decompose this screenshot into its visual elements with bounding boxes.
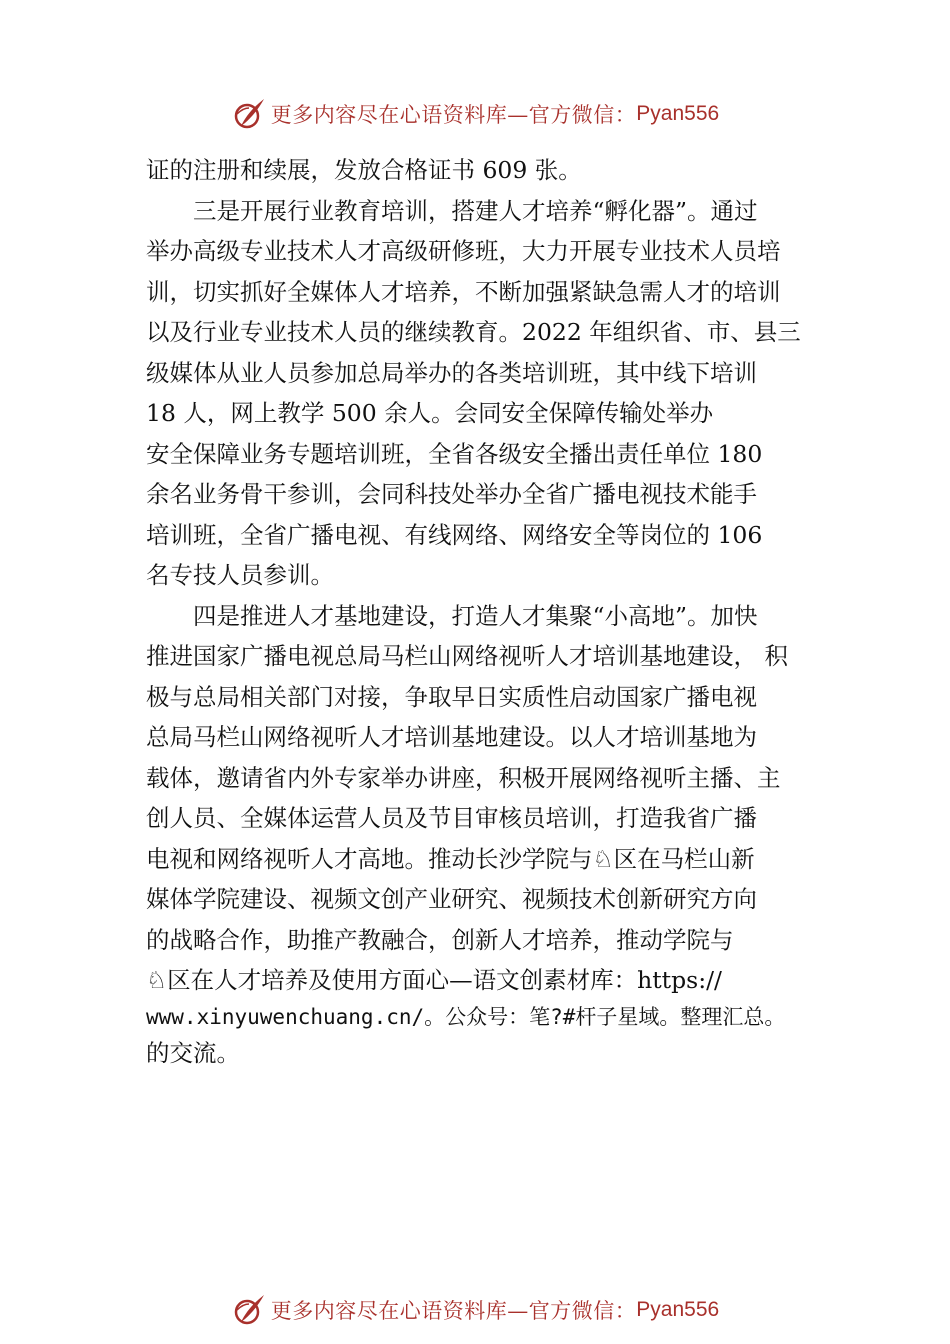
body-line: 推进国家广播电视总局马栏山网络视听人才培训基地建设， 积 — [146, 642, 788, 670]
footer-banner-text: 更多内容尽在心语资料库—官方微信： — [270, 1299, 637, 1323]
body-line: 名专技人员参训。 — [146, 561, 334, 589]
body-line: 余名业务骨干参训，会同科技处举办全省广播电视技术能手 — [146, 480, 757, 508]
body-line: 载体，邀请省内外专家举办讲座，积极开展网络视听主播、主 — [146, 763, 781, 792]
body-line: 以及行业专业技术人员的继续教育。2022 年组织省、市、县三 — [146, 318, 801, 346]
body-line: 的交流。 — [146, 1038, 240, 1067]
paragraph-start-line: 三是开展行业教育培训，搭建人才培养“孵化器”。通过 — [193, 196, 758, 225]
body-line: 媒体学院建设、视频文创产业研究、视频技术创新研究方向 — [146, 885, 757, 913]
header-banner-text: 更多内容尽在心语资料库—官方微信： — [270, 103, 637, 127]
body-line: 的战略合作，助推产教融合，创新人才培养，推动学院与 — [146, 925, 734, 954]
body-line: 培训班，全省广播电视、有线网络、网络安全等岗位的 106 — [146, 520, 763, 549]
body-line: 安全保障业务专题培训班，全省各级安全播出责任单位 180 — [146, 439, 763, 468]
body-line: 创人员、全媒体运营人员及节目审核员培训，打造我省广播 — [146, 804, 757, 832]
footer-watermark-banner — [0, 1290, 950, 1330]
body-line-url: www.xinyuwenchuang.cn/。公众号：笔?#杆子星域。整理汇总。 — [146, 1004, 786, 1029]
body-line: 级媒体从业人员参加总局举办的各类培训班，其中线下培训 — [146, 358, 757, 387]
body-line: 举办高级专业技术人才高级研修班，大力开展专业技术人员培 — [146, 237, 781, 265]
footer-banner-id: Pyan556 — [636, 1298, 720, 1321]
body-line: 18 人，网上教学 500 余人。会同安全保障传输处举办 — [146, 399, 714, 427]
paragraph-start-line: 四是推进人才基地建设，打造人才集聚“小高地”。加快 — [193, 601, 758, 630]
body-line: 训，切实抓好全媒体人才培养，不断加强紧缺急需人才的培训 — [146, 277, 781, 306]
quill-logo-icon — [231, 96, 267, 132]
body-line: ♘区在人才培养及使用方面心—语文创素材库：https:// — [146, 966, 722, 994]
quill-logo-icon — [231, 1292, 267, 1328]
header-banner-id: Pyan556 — [636, 102, 720, 125]
body-line: 总局马栏山网络视听人才培训基地建设。以人才培训基地为 — [146, 723, 757, 751]
document-body — [146, 150, 846, 1073]
header-watermark-banner — [0, 94, 950, 134]
body-line: 证的注册和续展，发放合格证书 609 张。 — [146, 156, 582, 184]
body-line: 电视和网络视听人才高地。推动长沙学院与♘区在马栏山新 — [146, 844, 755, 873]
body-line: 极与总局相关部门对接，争取早日实质性启动国家广播电视 — [146, 682, 757, 711]
